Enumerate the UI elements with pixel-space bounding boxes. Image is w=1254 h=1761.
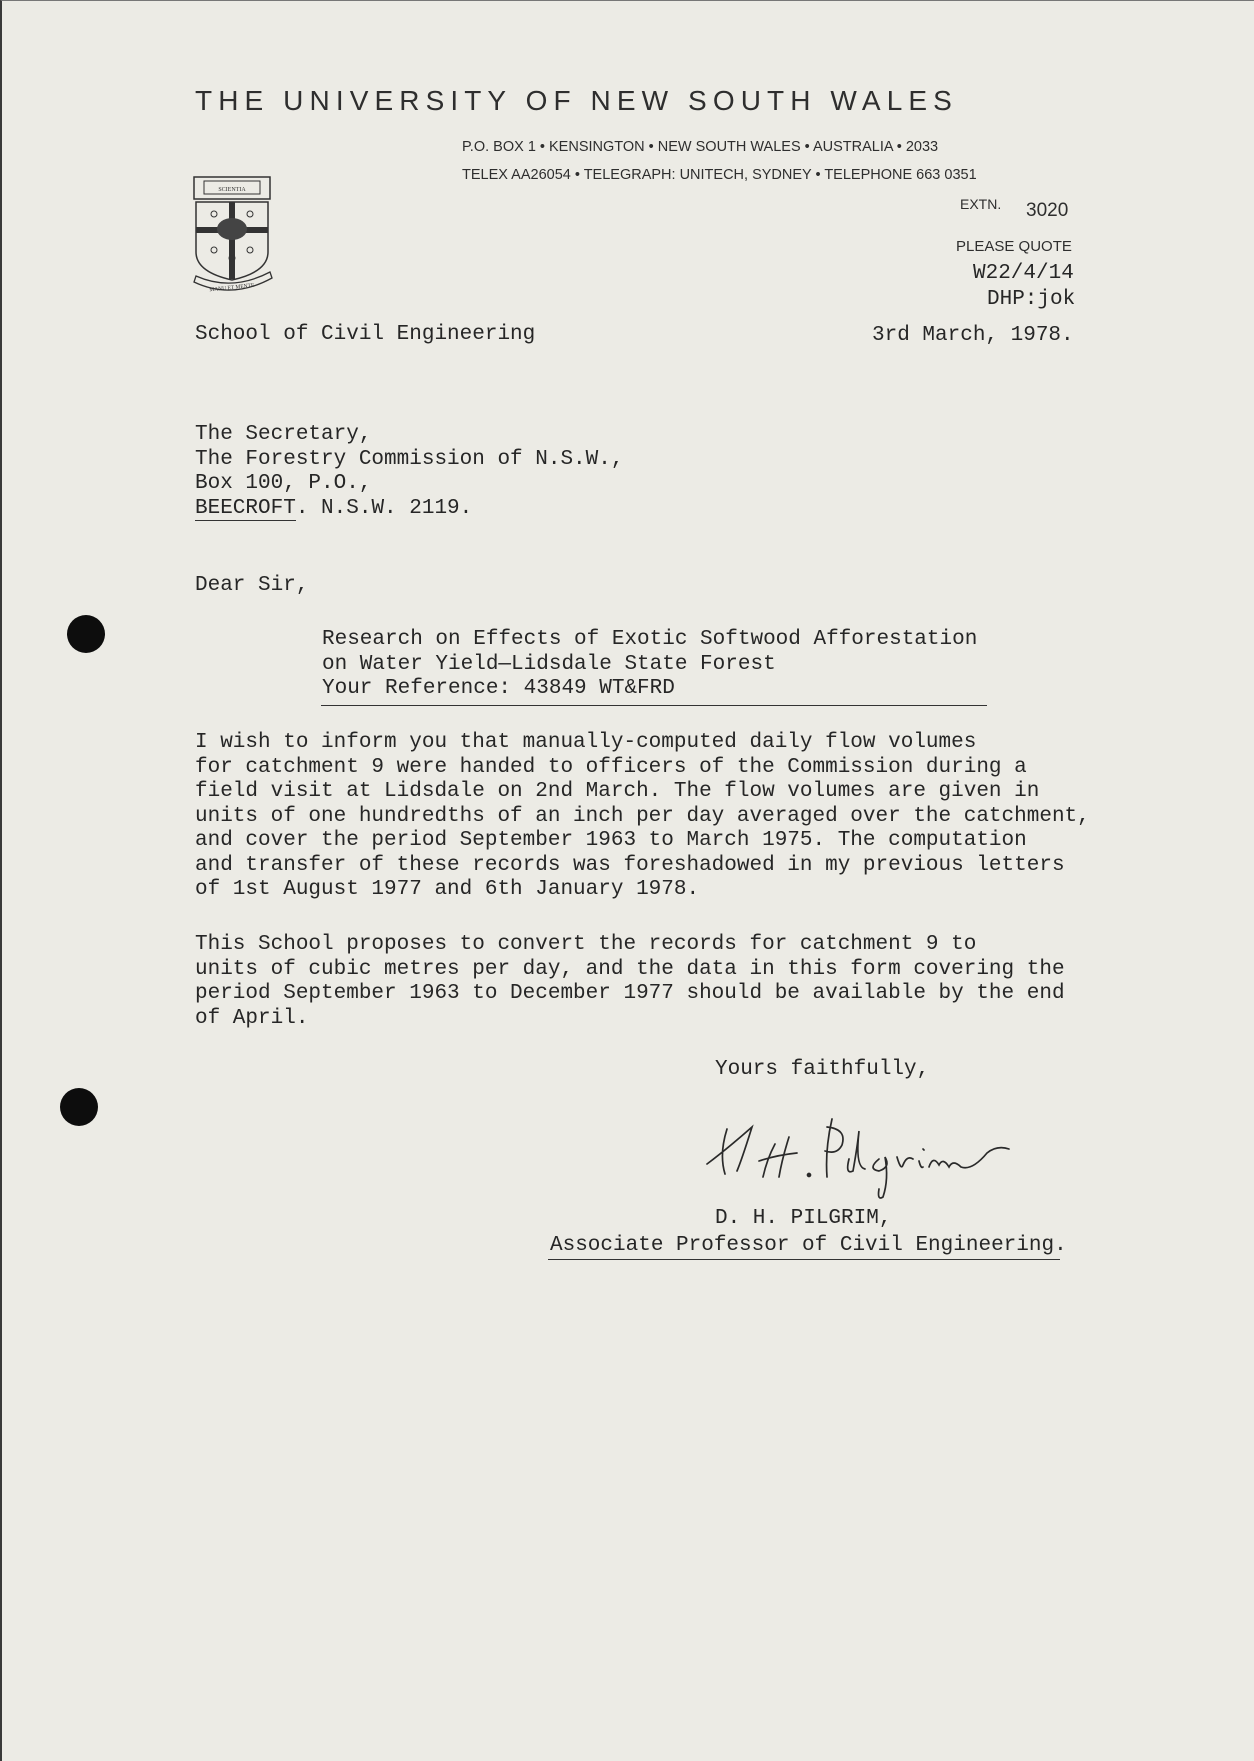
body-line: This School proposes to convert the records for catchment 9 to (195, 933, 977, 956)
letterhead-address: P.O. BOX 1 • KENSINGTON • NEW SOUTH WALES • AUSTRALIA • 2033 (462, 139, 939, 155)
body-line: units of cubic metres per day, and the data in this form covering the (195, 957, 1065, 981)
body-line: units of one hundredths of an inch per day averaged over the catchment, (195, 804, 1090, 828)
university-name: THE UNIVERSITY OF NEW SOUTH WALES (195, 85, 958, 116)
recipient-address (195, 423, 623, 521)
body-line: period September 1963 to December 1977 should be available by the end (195, 982, 1065, 1005)
body-line: for catchment 9 were handed to officers of the Commission during a (195, 755, 1027, 779)
signatory-title: Associate Professor of Civil Engineering. (550, 1234, 1067, 1257)
letter-date: 3rd March, 1978. (872, 324, 1074, 347)
signatory-underline (548, 1259, 1060, 1260)
body-line: I wish to inform you that manually-computed daily flow volumes (195, 731, 977, 754)
subject-line: on Water Yield—Lidsdale State Forest (322, 652, 776, 676)
recipient-line: The Secretary, (195, 423, 372, 446)
punch-hole (67, 615, 105, 653)
handwritten-signature (697, 1109, 1027, 1204)
recipient-line (195, 497, 623, 522)
extn-label: EXTN. (960, 196, 1002, 212)
body-line: and transfer of these records was foreshadowed in my previous letters (195, 853, 1065, 877)
recipient-town: BEECROFT (195, 496, 296, 520)
closing: Yours faithfully, (715, 1058, 930, 1081)
quote-reference: W22/4/14 (973, 262, 1074, 285)
subject-line: Research on Effects of Exotic Softwood Afforestation (322, 628, 978, 651)
body-line: and cover the period September 1963 to March 1975. The computation (195, 829, 1027, 852)
subject-block (322, 628, 977, 702)
svg-text:SCIENTIA: SCIENTIA (218, 187, 246, 193)
body-line: field visit at Lidsdale on 2nd March. The flow volumes are given in (195, 780, 1040, 803)
body-paragraph-2 (195, 933, 1065, 1031)
please-quote-label: PLEASE QUOTE (956, 238, 1072, 255)
body-line: of 1st August 1977 and 6th January 1978. (195, 878, 700, 901)
recipient-line: Box 100, P.O., (195, 472, 372, 495)
body-line: of April. (195, 1006, 309, 1030)
extn-value: 3020 (1026, 200, 1069, 221)
salutation: Dear Sir, (195, 574, 309, 597)
svg-text:MANU ET MENTE: MANU ET MENTE (209, 282, 255, 294)
university-crest-icon (192, 174, 274, 299)
subject-underline (321, 705, 987, 706)
subject-reference: Your Reference: 43849 WT&FRD (322, 677, 675, 700)
letterhead-telex: TELEX AA26054 • TELEGRAPH: UNITECH, SYDNEY • TELEPHONE 663 0351 (462, 167, 977, 183)
school-name: School of Civil Engineering (195, 323, 536, 346)
recipient-line: The Forestry Commission of N.S.W., (195, 447, 624, 471)
recipient-state-postcode: . N.S.W. 2119. (295, 496, 473, 520)
signatory-name: D. H. PILGRIM, (715, 1207, 892, 1230)
punch-hole (60, 1088, 98, 1126)
body-paragraph-1 (195, 731, 1090, 903)
quote-initials: DHP:jok (987, 288, 1076, 311)
